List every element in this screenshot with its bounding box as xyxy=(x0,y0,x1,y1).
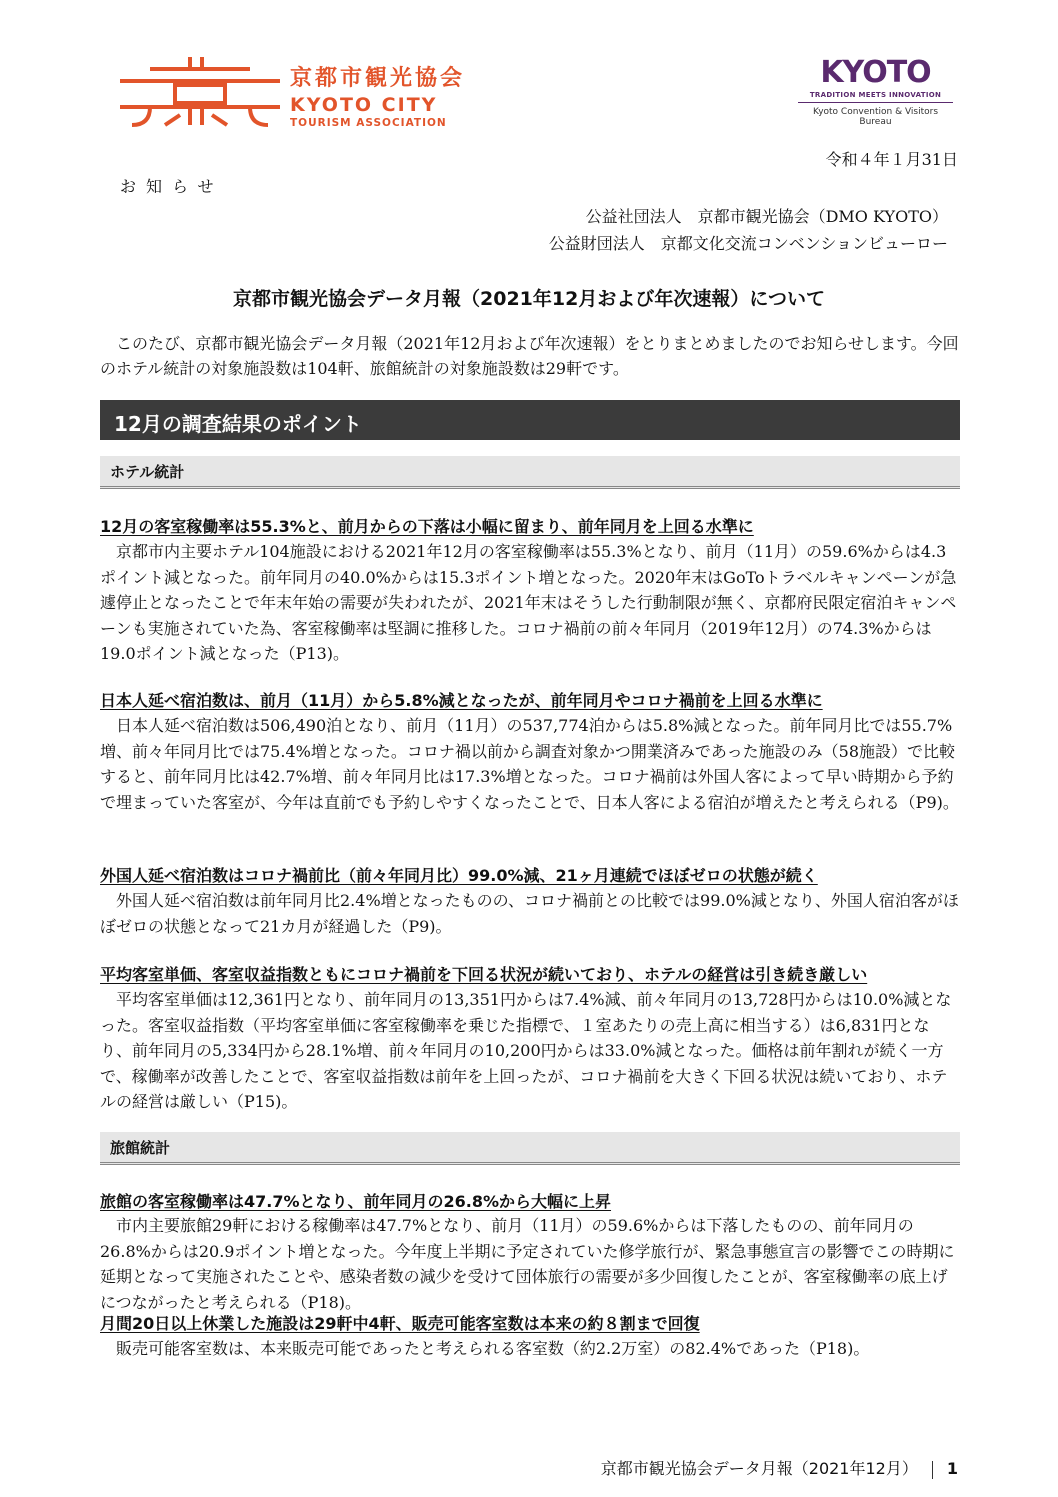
hotel-point-3-body: 外国人延べ宿泊数は前年同月比2.4%増となったものの、コロナ禍前との比較では99.0%減となり、外国人宿泊客がほぼゼロの状態となって21カ月が経過した（P9)。 xyxy=(100,891,959,936)
kyoto-convention-bureau-logo xyxy=(798,55,953,135)
hotel-point-4-heading: 平均客室単価、客室収益指数ともにコロナ禍前を下回る状況が続いており、ホテルの経営は引き続き厳しい xyxy=(100,965,868,984)
kcta-name-jp: 京都市観光協会 xyxy=(290,66,466,91)
hotel-point-3-heading: 外国人延べ宿泊数はコロナ禍前比（前々年同月比）99.0%減、21ヶ月連続でほぼゼロの状態が続く xyxy=(100,866,818,885)
issuer-org-1: 公益社団法人 京都市観光協会（DMO KYOTO） xyxy=(585,207,948,226)
kcta-emblem-icon xyxy=(120,55,280,127)
intro-paragraph: このたび、京都市観光協会データ月報（2021年12月および年次速報）をとりまとめましたのでお知らせします。今回のホテル統計の対象施設数は104軒、旅館統計の対象施設数は29軒です。 xyxy=(100,334,959,378)
hotel-point-1-heading: 12月の客室稼働率は55.3%と、前月からの下落は小幅に留まり、前年同月を上回る水準に xyxy=(100,517,754,536)
ryokan-stats-subheading xyxy=(100,1132,960,1165)
hotel-point-1-body: 京都市内主要ホテル104施設における2021年12月の客室稼働率は55.3%となり、前月（11月）の59.6%からは4.3ポイント減となった。前年同月の40.0%からは15.3ポイント増となった。2020年末はGoToトラベルキャンペーンが急遽停止となったことで年末年始の需要が失われたが、2021年末はそうした行動制限が無く、京都府民限定宿泊キャンペーンも実施されていた為、客室稼働率は堅調に推移した。コロナ禍前の前々年同月（2019年12月）の74.3%からは19.0ポイント減となった（P13)。 xyxy=(100,542,957,663)
section-title-bar xyxy=(100,400,960,440)
kyoto-city-tourism-association-logo xyxy=(120,55,480,127)
issuer-org-2: 公益財団法人 京都文化交流コンベンションビューロー xyxy=(548,234,948,253)
issue-date: 令和４年１月31日 xyxy=(825,150,958,169)
page-number: 1 xyxy=(946,1459,958,1478)
hotel-point-4-body: 平均客室単価は12,361円となり、前年同月の13,351円からは7.4%減、前々年同月の13,728円からは10.0%減となった。客室収益指数（平均客室単価に客室稼働率を乗じた指標で、１室あたりの売上高に相当する）は6,831円となり、前年同月の5,334円から28.1%増、前々年同月の10,200円からは33.0%減となった。価格は前年割れが続く一方で、稼働率が改善したことで、客室収益指数は前年を上回ったが、コロナ禍前を大きく下回る状況は続いており、ホテルの経営は厳しい（P15)。 xyxy=(100,990,952,1111)
ryokan-stats-label: 旅館統計 xyxy=(110,1139,171,1157)
hotel-point-2-heading: 日本人延べ宿泊数は、前月（11月）から5.8%減となったが、前年同月やコロナ禍前を上回る水準に xyxy=(100,691,823,710)
ryokan-point-1-body: 市内主要旅館29軒における稼働率は47.7%となり、前月（11月）の59.6%からは下落したものの、前年同月の26.8%からは20.9ポイント増となった。今年度上半期に予定されていた修学旅行が、緊急事態宣言の影響でこの時期に延期となって実施されたことや、感染者数の減少を受けて団体旅行の需要が多少回復したことが、客室稼働率の底上げにつながったと考えられる（P18)。 xyxy=(100,1216,955,1312)
footer-text: 京都市観光協会データ月報（2021年12月） xyxy=(600,1459,918,1478)
kcvb-logo-tagline: TRADITION MEETS INNOVATION xyxy=(809,91,942,99)
kcta-name-en-1: KYOTO CITY xyxy=(290,94,438,116)
kcvb-logo-word: KYOTO xyxy=(820,55,931,90)
ryokan-point-2-heading: 月間20日以上休業した施設は29軒中4軒、販売可能客室数は本来の約８割まで回復 xyxy=(100,1314,700,1333)
hotel-stats-subheading xyxy=(100,456,960,489)
page-footer xyxy=(601,1456,958,1479)
section-title: 12月の調査結果のポイント xyxy=(114,412,362,436)
ryokan-point-1-heading: 旅館の客室稼働率は47.7%となり、前年同月の26.8%から大幅に上昇 xyxy=(100,1192,612,1211)
kcvb-logo-bureau: Kyoto Convention & Visitors Bureau xyxy=(812,107,939,127)
notice-label: お知らせ xyxy=(120,177,224,196)
kcta-name-en-2: TOURISM ASSOCIATION xyxy=(290,117,447,129)
ryokan-point-2-body: 販売可能客室数は、本来販売可能であったと考えられる客室数（約2.2万室）の82.4%であった（P18)。 xyxy=(116,1339,870,1358)
kcvb-logo-divider xyxy=(798,102,953,103)
hotel-point-2-body: 日本人延べ宿泊数は506,490泊となり、前月（11月）の537,774泊からは5.8%減となった。前年同月比では55.7%増、前々年同月比では75.4%増となった。コロナ禍以前から調査対象かつ開業済みであった施設のみ（58施設）で比較すると、前年同月比は42.7%増、前々年同月比は17.3%増となった。コロナ禍前は外国人客によって早い時期から予約で埋まっていた客室が、今年は直前でも予約しやすくなったことで、日本人客による宿泊が増えたと考えられる（P9)。 xyxy=(100,716,959,812)
document-title: 京都市観光協会データ月報（2021年12月および年次速報）について xyxy=(233,288,825,310)
hotel-stats-label: ホテル統計 xyxy=(110,463,185,481)
footer-divider xyxy=(932,1461,933,1479)
